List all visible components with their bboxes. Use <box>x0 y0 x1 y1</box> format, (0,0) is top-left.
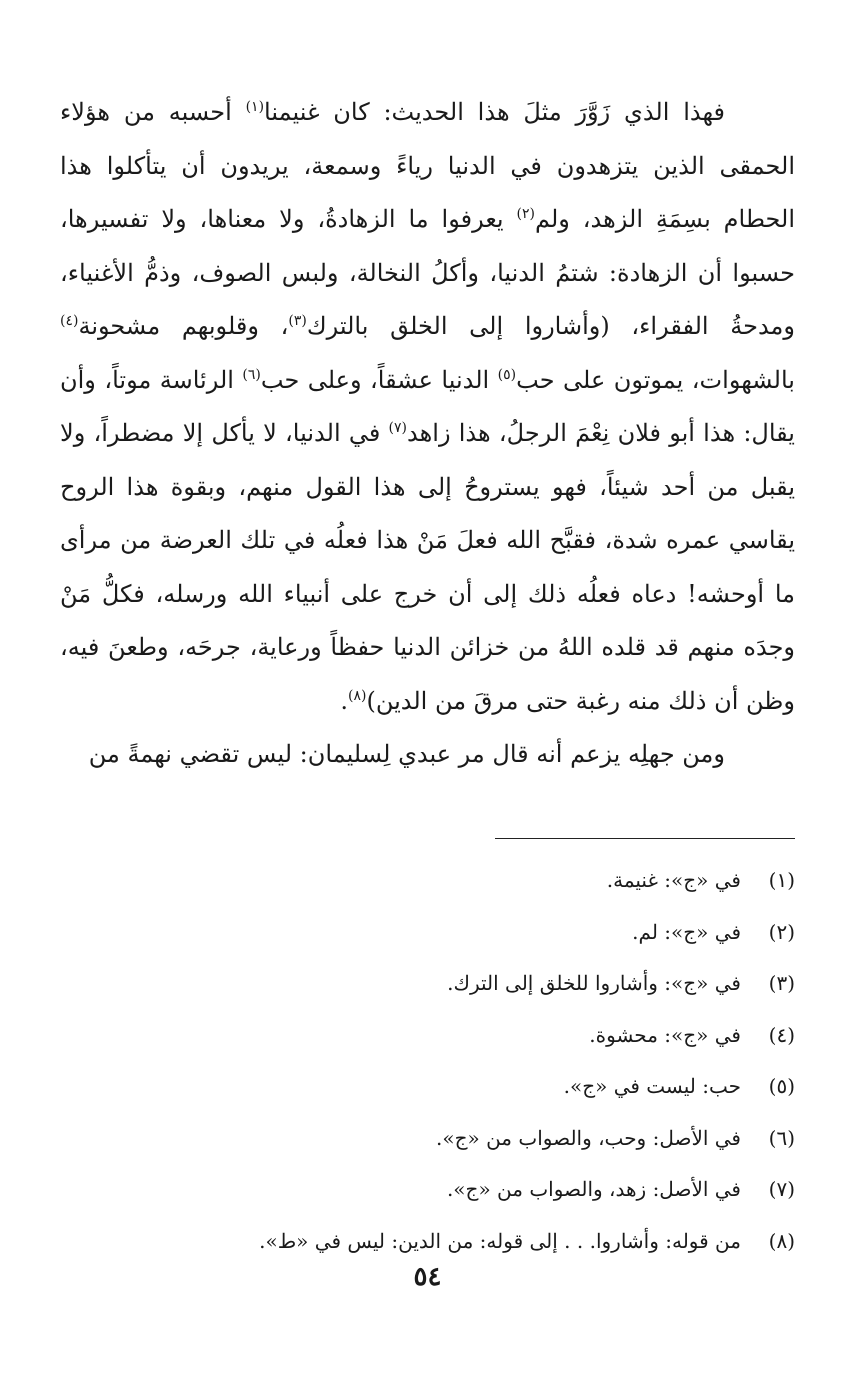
footnote-number: (٦) <box>768 1125 795 1150</box>
footnote-number: (٢) <box>768 919 795 944</box>
footnote-number: (١) <box>768 868 795 892</box>
footnote-number: (٣) <box>768 971 795 995</box>
footnote-ref-6: (٦) <box>242 366 261 383</box>
main-text <box>60 86 795 782</box>
text-segment: الرئاسة موتاً، وأن يقال: هذا أبو فلان نِعْمَ الرجلُ، هذا زاهد <box>60 365 795 447</box>
paragraph-2: ومن جهلِه يزعم أنه قال مر عبدي لِسليمان: ليس تقضي نهمةً من <box>88 740 725 768</box>
footnote-ref-2: (٢) <box>516 206 535 222</box>
footnote-text: من قوله: وأشاروا. . . إلى قوله: من الدين: ليس في «ط». <box>259 1228 741 1253</box>
footnote-text: في الأصل: زهد، والصواب من «ج». <box>446 1177 741 1201</box>
text-segment: فهذا الذي زَوَّرَ مثلَ هذا الحديث: كان غنيمنا <box>264 98 726 126</box>
footnote-ref-7: (٧) <box>388 420 408 436</box>
page-number: ٥٤ <box>413 1262 442 1292</box>
footnote-text: حب: ليست في «ج». <box>563 1074 741 1098</box>
footnote-ref-1: (١) <box>245 99 265 115</box>
footnote-6 <box>60 1113 795 1165</box>
text-segment: بالشهوات، يموتون على حب <box>516 365 795 394</box>
footnote-7 <box>60 1164 795 1216</box>
footnote-text: في الأصل: وحب، والصواب من «ج». <box>435 1125 741 1150</box>
text-segment: يعرفوا ما الزهادةُ، ولا معناها، ولا تفسيرها، حسبوا أن الزهادة: شتمُ الدنيا، وأكلُ النخالة، ولبس الصوف، وذمُّ الأغنياء، ومدحةُ الفقراء، (وأشاروا إلى الخلق بالترك <box>60 205 795 340</box>
footnote-text: في «ج»: لم. <box>632 919 741 944</box>
paragraph-1 <box>60 86 795 728</box>
footnote-number: (٥) <box>768 1074 795 1098</box>
footnote-2 <box>60 907 795 959</box>
footnote-3 <box>60 958 795 1010</box>
footnote-ref-5: (٥) <box>497 366 517 383</box>
footnote-text: في «ج»: غنيمة. <box>606 868 741 892</box>
text-segment: . <box>340 686 348 715</box>
footnote-text: في «ج»: محشوة. <box>589 1022 741 1047</box>
footnote-ref-8: (٨) <box>347 687 367 704</box>
footnote-1 <box>60 855 795 907</box>
footnote-number: (٨) <box>768 1228 795 1253</box>
text-segment: الدنيا عشقاً، وعلى حب <box>260 365 498 394</box>
text-segment: في الدنيا، لا يأكل إلا مضطراً، ولا يقبل من أحد شيئاً، فهو يستروحُ إلى هذا القول منهم، وبقوة هذا الروح يقاسي عمره شدة، فقبَّح الله فعلَ مَنْ هذا فعلُه في تلك العرضة من مرأى ما أوحشه! دعاه فعلُه ذلك إلى أن خرج على أنبياء الله ورسله، فكلُّ مَنْ وجدَه منهم قد قلده اللهُ من خزائن الدنيا حفظاً ورعاية، جرحَه، وطعنَ فيه، وظن أن ذلك منه رغبة حتى مرقَ من الدين) <box>60 419 795 715</box>
text-segment: أحسبه من هؤلاء الحمقى الذين يتزهدون في الدنيا رياءً وسمعة، يريدون أن يتأكلوا هذا الحطام بسِمَةِ الزهد، ولم <box>60 98 795 233</box>
footnote-ref-4: (٤) <box>60 313 79 329</box>
footnote-text: في «ج»: وأشاروا للخلق إلى الترك. <box>447 971 741 995</box>
footnote-separator <box>495 838 795 839</box>
footnotes-list <box>60 855 795 1267</box>
text-segment: ، وقلوبهم مشحونة <box>78 312 289 340</box>
footnote-ref-3: (٣) <box>288 313 307 329</box>
footnote-5 <box>60 1061 795 1113</box>
footnote-number: (٤) <box>768 1022 795 1047</box>
footnote-number: (٧) <box>768 1177 795 1201</box>
footnote-4 <box>60 1010 795 1062</box>
footnote-8 <box>60 1216 795 1268</box>
